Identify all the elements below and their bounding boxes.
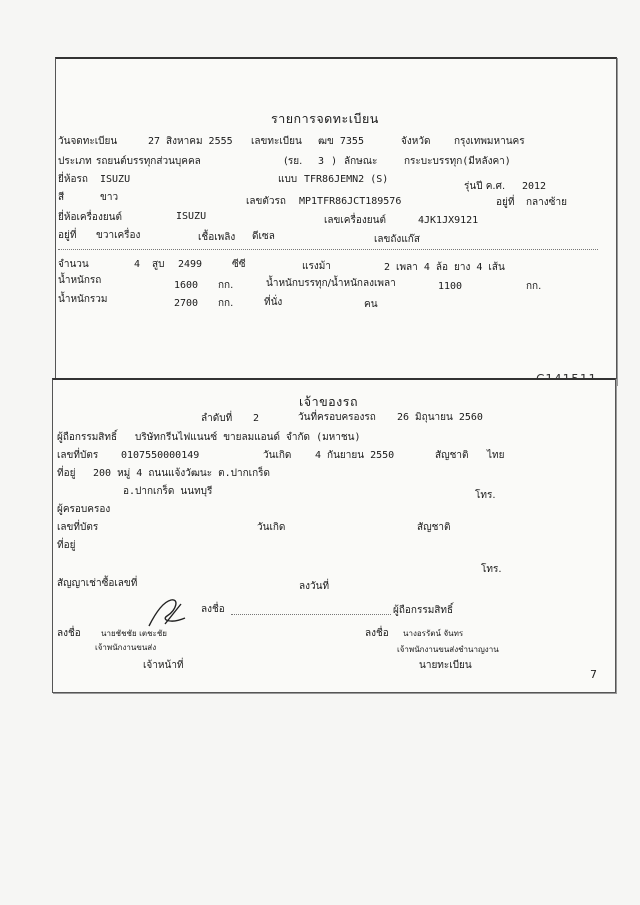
- seq-label: ลำดับที่: [201, 413, 233, 424]
- dob-value: 4 กันยายน 2550: [315, 450, 395, 461]
- engine-brand-value: ISUZU: [176, 211, 207, 222]
- gross-weight-value: 2700: [174, 298, 199, 309]
- weight-label: น้ำหนักรถ: [58, 275, 102, 286]
- seq-value: 2: [253, 413, 260, 424]
- hp-label: แรงม้า: [302, 261, 331, 272]
- card-no-label: เลขที่บัตร: [57, 450, 99, 461]
- type-code-value: 3: [318, 156, 325, 167]
- possessor-card-label: เลขที่บัตร: [57, 522, 99, 533]
- axle-text: 2 เพลา 4 ล้อ ยาง 4 เส้น: [384, 262, 505, 273]
- nationality-value: ไทย: [487, 450, 505, 461]
- plate-value: ฒข 7355: [318, 136, 364, 147]
- reg-date-value: 27 สิงหาคม 2555: [148, 136, 233, 147]
- cc-label: ซีซี: [232, 259, 246, 270]
- style-label: ลักษณะ: [344, 156, 378, 167]
- nationality-label: สัญชาติ: [435, 450, 469, 461]
- type-label: ประเภท: [58, 156, 92, 167]
- cylinders-label: จำนวน: [58, 259, 89, 270]
- cylinders-unit: สูบ: [152, 259, 165, 270]
- color-label: สี: [58, 192, 65, 203]
- seat-label: ที่นั่ง: [264, 297, 283, 308]
- weight-value: 1600: [174, 280, 199, 291]
- registrar-role: นายทะเบียน: [419, 660, 472, 671]
- possessor-nat-label: สัญชาติ: [417, 522, 451, 533]
- possessor-tel-label: โทร.: [481, 564, 502, 575]
- gross-weight-label: น้ำหนักรวม: [58, 294, 108, 305]
- style-value: กระบะบรรทุก(มีหลังคา): [404, 156, 511, 167]
- registration-card: [55, 57, 617, 385]
- page-number-bottom: 7: [590, 668, 597, 681]
- owner-sign-label: ลงชื่อ: [201, 604, 225, 615]
- address-label: ที่อยู่: [57, 468, 76, 479]
- color-value: ขาว: [100, 192, 119, 203]
- type-code-suffix: ): [332, 156, 336, 167]
- owner-sign-role: ผู้ถือกรรมสิทธิ์: [393, 605, 454, 616]
- officer-sign-title: เจ้าพนักงานขนส่ง: [95, 643, 157, 652]
- registrar-sign-title: เจ้าพนักงานขนส่งชำนาญงาน: [397, 645, 499, 654]
- possessor-address-label: ที่อยู่: [57, 540, 76, 551]
- possess-date-label: วันที่ครอบครองรถ: [298, 412, 376, 423]
- engine-loc-value: ขวาเครื่อง: [96, 230, 141, 241]
- tel-label: โทร.: [475, 490, 496, 501]
- type-code-prefix: (รย.: [284, 156, 303, 167]
- officer-sign-name: นายชัชชัย เตชะชัย: [101, 629, 167, 638]
- officer-role: เจ้าหน้าที่: [143, 660, 184, 671]
- location-value: กลางซ้าย: [526, 197, 567, 208]
- province-label: จังหวัด: [401, 136, 431, 147]
- type-value: รถยนต์บรรทุกส่วนบุคคล: [96, 156, 201, 167]
- cylinders-value: 4: [134, 259, 141, 270]
- reg-date-label: วันจดทะเบียน: [58, 136, 118, 147]
- possessor-label: ผู้ครอบครอง: [57, 504, 111, 515]
- owner-value: บริษัทกรีนไฟแนนซ์ ขายลมแอนด์ จำกัด (มหาชน): [135, 432, 361, 443]
- possess-date-value: 26 มิถุนายน 2560: [397, 412, 483, 423]
- possessor-dob-label: วันเกิด: [257, 522, 286, 533]
- model-year-value: 2012: [522, 181, 547, 192]
- fuel-value: ดีเซล: [252, 231, 275, 242]
- model-value: TFR86JEMN2 (S): [304, 174, 389, 185]
- owner-sign-line: [231, 614, 391, 615]
- weight-unit: กก.: [218, 280, 234, 291]
- engine-no-label: เลขเครื่องยนต์: [324, 215, 386, 226]
- registrar-sign-name: นางอรรัตน์ จันทร: [403, 629, 464, 638]
- cc-value: 2499: [178, 259, 203, 270]
- chassis-label: เลขตัวรถ: [246, 196, 286, 207]
- registrar-sign-label: ลงชื่อ: [365, 628, 389, 639]
- load-unit: กก.: [526, 281, 542, 292]
- lease-date-label: ลงวันที่: [299, 581, 330, 592]
- owner-label: ผู้ถือกรรมสิทธิ์: [57, 432, 118, 443]
- plate-label: เลขทะเบียน: [251, 136, 302, 147]
- province-value: กรุงเทพมหานคร: [454, 136, 525, 147]
- fuel-label: เชื้อเพลิง: [198, 232, 236, 243]
- engine-loc-label: อยู่ที่: [58, 230, 77, 241]
- model-year-label: รุ่นปี ค.ศ.: [464, 181, 506, 192]
- location-label: อยู่ที่: [496, 197, 515, 208]
- officer-signature-icon: [141, 594, 201, 632]
- owner-card: [52, 378, 616, 693]
- seat-unit: คน: [364, 299, 378, 310]
- address-line-1: 200 หมู่ 4 ถนนแจ้งวัฒนะ ต.ปากเกร็ด: [93, 468, 270, 479]
- owner-title: เจ้าของรถ: [299, 394, 359, 409]
- registration-title: รายการจดทะเบียน: [271, 111, 379, 126]
- load-label: น้ำหนักบรรทุก/น้ำหนักลงเพลา: [266, 278, 396, 289]
- model-label: แบบ: [278, 174, 298, 185]
- card-no-value: 0107550000149: [121, 450, 200, 461]
- gas-tank-label: เลขถังแก๊ส: [374, 234, 420, 245]
- load-value: 1100: [438, 281, 463, 292]
- dob-label: วันเกิด: [263, 450, 292, 461]
- brand-value: ISUZU: [100, 174, 131, 185]
- lease-label: สัญญาเช่าซื้อเลขที่: [57, 578, 138, 589]
- chassis-value: MP1TFR86JCT189576: [299, 196, 402, 207]
- engine-brand-label: ยี่ห้อเครื่องยนต์: [58, 212, 123, 223]
- section-divider: [58, 249, 598, 250]
- brand-label: ยี่ห้อรถ: [58, 174, 88, 185]
- officer-sign-label: ลงชื่อ: [57, 628, 81, 639]
- gross-weight-unit: กก.: [218, 298, 234, 309]
- address-line-2: อ.ปากเกร็ด นนทบุรี: [123, 486, 213, 497]
- engine-no-value: 4JK1JX9121: [418, 215, 479, 226]
